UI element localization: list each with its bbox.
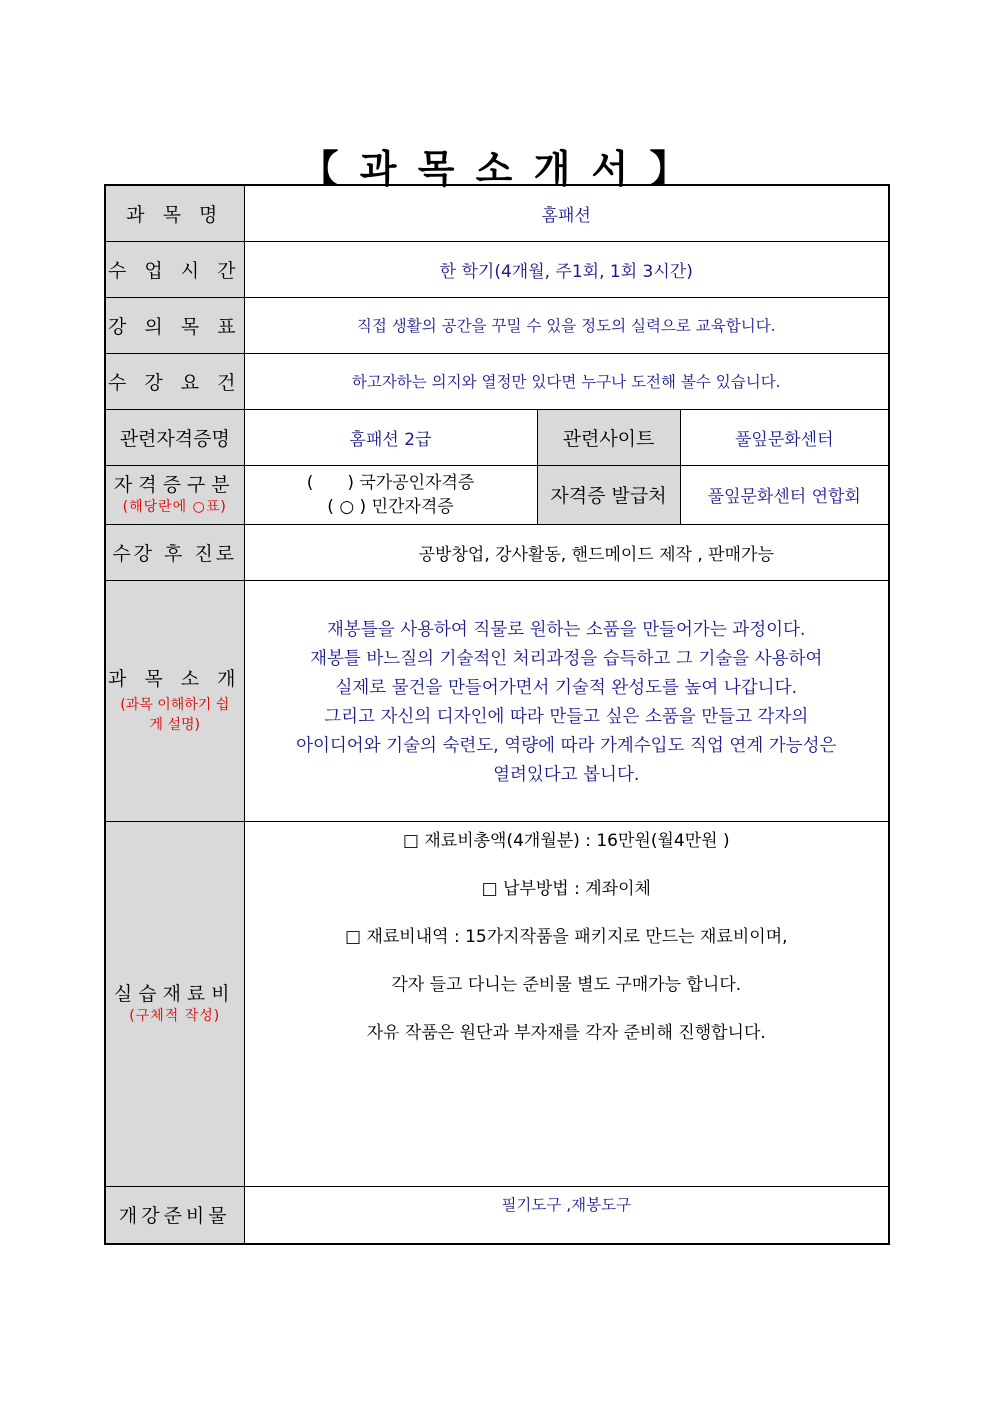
option-national: ( ) 국가공인자격증 bbox=[306, 472, 475, 493]
page-title: 【 과 목 소 개 서 】 bbox=[300, 147, 692, 191]
certificate-value: 홈패션 2급 bbox=[244, 409, 537, 465]
materials-label-cell bbox=[105, 821, 244, 1186]
row-hours bbox=[105, 241, 889, 297]
hours-value: 한 학기(4개월, 주1회, 1회 3시간) bbox=[244, 241, 889, 297]
site-value: 풀잎문화센터 bbox=[680, 409, 889, 465]
materials-line-5: 자유 작품은 원단과 부자재를 각자 준비해 진행합니다. bbox=[366, 1022, 766, 1043]
career-label: 수강 후 진로 bbox=[105, 524, 244, 580]
subject-value: 홈패션 bbox=[244, 185, 889, 241]
intro-line-1: 재봉틀을 사용하여 직물로 원하는 소품을 만들어가는 과정이다. bbox=[327, 619, 806, 640]
materials-line-3: □ 재료비내역 : 15가지작품을 패키지로 만드는 재료비이며, bbox=[344, 926, 788, 947]
prep-label: 개강준비물 bbox=[105, 1186, 244, 1244]
row-cert-type bbox=[105, 465, 889, 524]
materials-line-4: 각자 들고 다니는 준비물 별도 구매가능 합니다. bbox=[391, 974, 742, 995]
intro-line-2: 재봉틀 바느질의 기술적인 처리과정을 습득하고 그 기술을 사용하여 bbox=[310, 648, 823, 669]
cert-type-note: (해당란에 ○표) bbox=[122, 498, 227, 515]
materials-label: 실습재료비 bbox=[113, 982, 236, 1005]
row-goal bbox=[105, 297, 889, 353]
subject-label: 과 목 명 bbox=[105, 185, 244, 241]
course-intro-table bbox=[104, 184, 890, 1245]
intro-line-3: 실제로 물건을 만들어가면서 기술적 완성도를 높여 나갑니다. bbox=[335, 677, 798, 698]
career-value: 공방창업, 강사활동, 핸드메이드 제작 , 판매가능 bbox=[244, 524, 889, 580]
prep-value: 필기도구 ,재봉도구 bbox=[244, 1186, 889, 1244]
row-subject bbox=[105, 185, 889, 241]
intro-label: 과 목 소 개 bbox=[107, 667, 242, 690]
issuer-value: 풀잎문화센터 연합회 bbox=[680, 465, 889, 524]
intro-label-cell bbox=[105, 580, 244, 821]
row-career bbox=[105, 524, 889, 580]
intro-line-4: 그리고 자신의 디자인에 따라 만들고 싶은 소품을 만들고 각자의 bbox=[324, 706, 809, 727]
goal-label: 강 의 목 표 bbox=[105, 297, 244, 353]
row-requirement bbox=[105, 353, 889, 409]
goal-value: 직접 생활의 공간을 꾸밀 수 있을 정도의 실력으로 교육합니다. bbox=[244, 297, 889, 353]
cert-type-label-cell bbox=[105, 465, 244, 524]
row-materials bbox=[105, 821, 889, 1186]
intro-line-6: 열려있다고 봅니다. bbox=[493, 764, 640, 785]
hours-label: 수 업 시 간 bbox=[105, 241, 244, 297]
option-private: ( ○ ) 민간자격증 bbox=[327, 496, 454, 517]
row-certificate bbox=[105, 409, 889, 465]
materials-text bbox=[244, 821, 889, 1186]
intro-text bbox=[244, 580, 889, 821]
site-label: 관련사이트 bbox=[537, 409, 680, 465]
intro-note: (과목 이해하기 쉽게 설명) bbox=[120, 696, 230, 733]
cert-type-options bbox=[244, 465, 537, 524]
materials-note: (구체적 작성) bbox=[129, 1007, 221, 1024]
certificate-label: 관련자격증명 bbox=[105, 409, 244, 465]
row-prep bbox=[105, 1186, 889, 1244]
issuer-label: 자격증 발급처 bbox=[537, 465, 680, 524]
row-intro bbox=[105, 580, 889, 821]
materials-line-2: □ 납부방법 : 계좌이체 bbox=[481, 878, 651, 899]
requirement-value: 하고자하는 의지와 열정만 있다면 누구나 도전해 볼수 있습니다. bbox=[244, 353, 889, 409]
requirement-label: 수 강 요 건 bbox=[105, 353, 244, 409]
cert-type-label: 자격증구분 bbox=[113, 473, 236, 496]
materials-line-1: □ 재료비총액(4개월분) : 16만원(월4만원 ) bbox=[402, 830, 730, 851]
intro-line-5: 아이디어와 기술의 숙련도, 역량에 따라 가계수입도 직업 연계 가능성은 bbox=[296, 735, 837, 756]
